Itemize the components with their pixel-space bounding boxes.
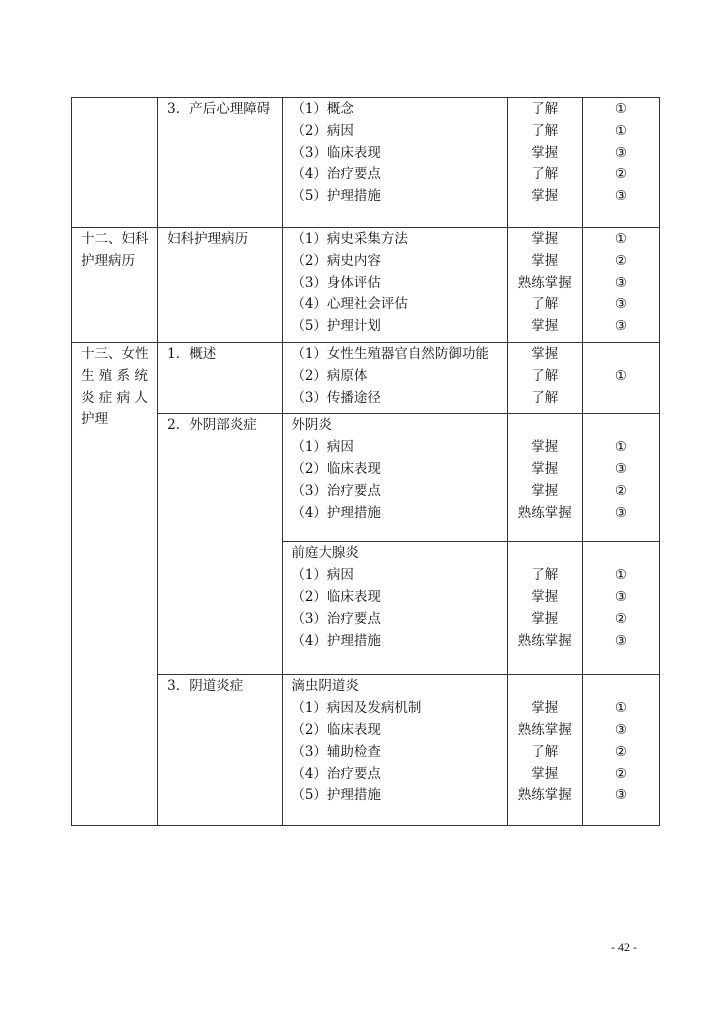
level-cell bbox=[507, 542, 582, 675]
grade-value: ① bbox=[614, 700, 627, 717]
grade-value: ③ bbox=[614, 787, 627, 804]
level-value: 掌握 bbox=[531, 188, 559, 205]
content-item: （4）治疗要点 bbox=[291, 765, 381, 782]
topic-cell bbox=[158, 414, 283, 675]
page-number: - 42 - bbox=[611, 940, 637, 954]
content-item: （2）病史内容 bbox=[291, 252, 381, 269]
content-item: （4）护理措施 bbox=[291, 632, 381, 649]
grade-cell bbox=[582, 414, 659, 542]
level-value: 掌握 bbox=[531, 439, 559, 456]
grade-cell bbox=[582, 98, 659, 228]
content-item: （2）病原体 bbox=[291, 367, 368, 384]
grade-value: ③ bbox=[614, 144, 627, 161]
level-value: 熟练掌握 bbox=[517, 274, 572, 291]
content-item: （1）女性生殖器官自然防御功能 bbox=[291, 345, 489, 362]
section-label: 十二、妇科 bbox=[81, 231, 149, 247]
topic-cell bbox=[158, 98, 283, 228]
content-cell bbox=[283, 542, 507, 675]
grade-value: ③ bbox=[614, 188, 627, 205]
grade-value: ② bbox=[614, 166, 627, 183]
content-item: （2）临床表现 bbox=[291, 460, 381, 477]
level-value: 了解 bbox=[531, 101, 559, 117]
table-row bbox=[72, 414, 660, 542]
grade-value: ③ bbox=[614, 274, 627, 291]
content-item: （4）护理措施 bbox=[291, 504, 381, 521]
level-value: 掌握 bbox=[531, 610, 559, 627]
grade-value: ① bbox=[614, 367, 627, 384]
content-item: （5）护理计划 bbox=[291, 318, 381, 335]
grade-cell bbox=[582, 542, 659, 675]
grade-value: ① bbox=[614, 122, 627, 139]
content-item: （2）临床表现 bbox=[291, 721, 381, 738]
level-cell bbox=[507, 675, 582, 826]
topic-cell bbox=[158, 675, 283, 826]
level-value: 了解 bbox=[531, 367, 559, 384]
grade-value: ① bbox=[614, 439, 627, 456]
level-value: 掌握 bbox=[531, 345, 559, 362]
grade-cell bbox=[582, 675, 659, 826]
table-row bbox=[72, 228, 660, 343]
grade-value: ② bbox=[614, 743, 627, 760]
section-label: 护理 bbox=[81, 411, 108, 428]
grade-value bbox=[583, 388, 659, 410]
level-value: 了解 bbox=[531, 122, 559, 139]
section-label: 护理病历 bbox=[81, 252, 135, 269]
topic-label: 3．产后心理障碍 bbox=[167, 101, 271, 117]
grade-value: ③ bbox=[614, 721, 627, 738]
topic-label: 3．阴道炎症 bbox=[167, 678, 244, 695]
content-item: （3）治疗要点 bbox=[291, 610, 381, 627]
level-cell bbox=[507, 228, 582, 343]
content-item: （5）护理措施 bbox=[291, 787, 381, 804]
level-cell bbox=[507, 98, 582, 228]
section-cell bbox=[72, 342, 158, 825]
grade-value bbox=[583, 344, 659, 366]
level-value: 了解 bbox=[531, 743, 559, 760]
section-label: 十三、女性 bbox=[81, 345, 149, 362]
level-value: 掌握 bbox=[531, 144, 559, 161]
table-row bbox=[72, 98, 660, 228]
content-cell bbox=[283, 342, 507, 413]
grade-value: ② bbox=[614, 765, 627, 782]
grade-cell bbox=[582, 342, 659, 413]
topic-label: 妇科护理病历 bbox=[167, 231, 249, 247]
grade-value: ① bbox=[614, 567, 627, 584]
content-item: （1）病史采集方法 bbox=[291, 231, 408, 247]
content-cell bbox=[283, 675, 507, 826]
table-row bbox=[72, 675, 660, 826]
level-value: 掌握 bbox=[531, 460, 559, 477]
level-value: 掌握 bbox=[531, 231, 559, 247]
content-item: （2）病因 bbox=[291, 122, 354, 139]
level-value: 掌握 bbox=[531, 252, 559, 269]
level-value: 掌握 bbox=[531, 765, 559, 782]
section-label: 炎 症 病 人 bbox=[81, 389, 148, 406]
grade-value: ③ bbox=[614, 504, 627, 521]
level-value: 熟练掌握 bbox=[517, 787, 572, 804]
level-cell bbox=[507, 342, 582, 413]
level-value: 熟练掌握 bbox=[517, 632, 572, 649]
group-heading: 前庭大腺炎 bbox=[291, 545, 359, 562]
grade-value: ③ bbox=[614, 296, 627, 313]
content-cell bbox=[283, 414, 507, 542]
level-value: 熟练掌握 bbox=[517, 504, 572, 521]
content-cell bbox=[283, 98, 507, 228]
section-cell bbox=[72, 98, 158, 228]
grade-value: ③ bbox=[614, 588, 627, 605]
topic-label: 1．概述 bbox=[167, 345, 217, 362]
content-item: （4）治疗要点 bbox=[291, 166, 381, 183]
content-item: （1）病因及发病机制 bbox=[291, 700, 422, 717]
content-item: （4）心理社会评估 bbox=[291, 296, 408, 313]
topic-cell bbox=[158, 228, 283, 343]
level-value: 掌握 bbox=[531, 588, 559, 605]
content-item: （1）病因 bbox=[291, 439, 354, 456]
content-item: （5）护理措施 bbox=[291, 188, 381, 205]
topic-cell bbox=[158, 342, 283, 413]
content-item: （3）身体评估 bbox=[291, 274, 381, 291]
level-value: 了解 bbox=[531, 166, 559, 183]
grade-value: ② bbox=[614, 610, 627, 627]
grade-value: ② bbox=[614, 482, 627, 499]
table-row bbox=[72, 342, 660, 413]
grade-value: ③ bbox=[614, 632, 627, 649]
section-label: 生 殖 系 统 bbox=[81, 367, 148, 384]
content-item: （3）临床表现 bbox=[291, 144, 381, 161]
level-cell bbox=[507, 414, 582, 542]
grade-value: ① bbox=[614, 101, 627, 117]
topic-label: 2．外阴部炎症 bbox=[167, 417, 257, 434]
grade-cell bbox=[582, 228, 659, 343]
content-cell bbox=[283, 228, 507, 343]
grade-value: ③ bbox=[614, 318, 627, 335]
level-value: 了解 bbox=[531, 296, 559, 313]
content-item: （2）临床表现 bbox=[291, 588, 381, 605]
grade-value: ② bbox=[614, 252, 627, 269]
content-item: （3）辅助检查 bbox=[291, 743, 381, 760]
level-value: 掌握 bbox=[531, 700, 559, 717]
content-item: （1）概念 bbox=[291, 101, 354, 117]
syllabus-table bbox=[71, 97, 660, 826]
grade-value: ① bbox=[614, 231, 627, 247]
level-value: 掌握 bbox=[531, 482, 559, 499]
content-item: （1）病因 bbox=[291, 567, 354, 584]
level-value: 了解 bbox=[531, 567, 559, 584]
group-heading: 滴虫阴道炎 bbox=[291, 678, 359, 695]
grade-value: ③ bbox=[614, 460, 627, 477]
level-value: 掌握 bbox=[531, 318, 559, 335]
group-heading: 外阴炎 bbox=[291, 417, 332, 434]
section-cell bbox=[72, 228, 158, 343]
level-value: 熟练掌握 bbox=[517, 721, 572, 738]
level-value: 了解 bbox=[531, 389, 559, 406]
content-item: （3）治疗要点 bbox=[291, 482, 381, 499]
content-item: （3）传播途径 bbox=[291, 389, 381, 406]
